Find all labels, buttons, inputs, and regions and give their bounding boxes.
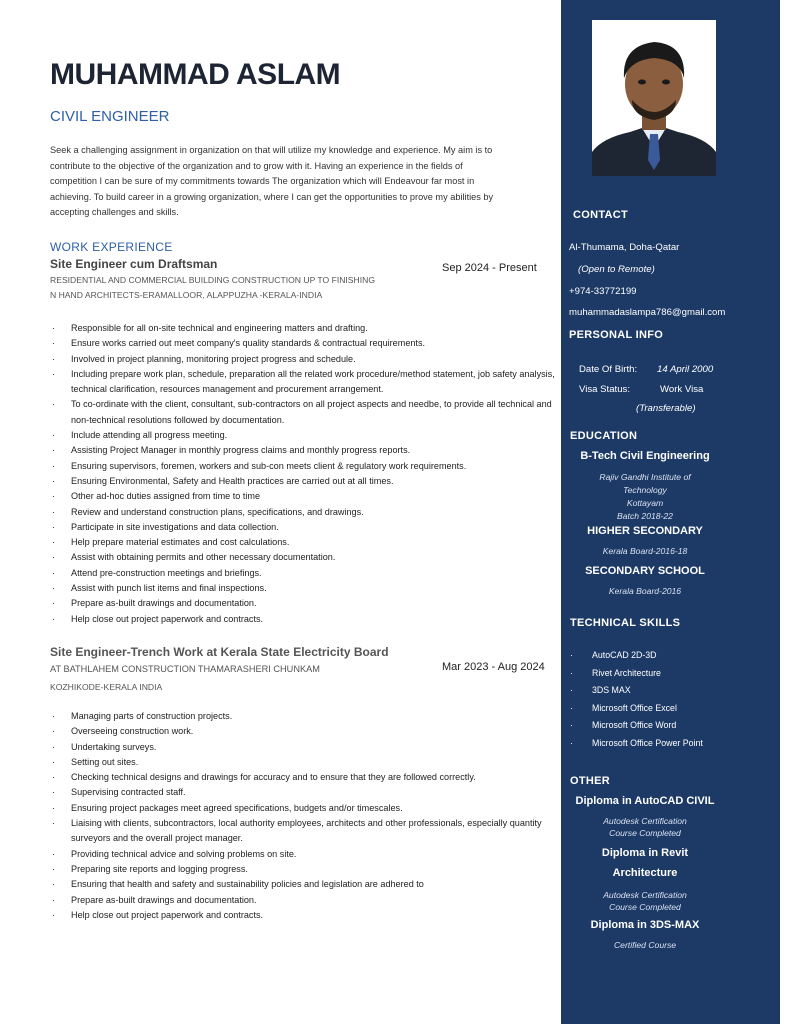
list-item: · Liaising with clients, subcontractors, local authority employees, architects and other professionals, especially quantity surveyors and the overall project manager.	[50, 816, 562, 847]
list-item: · Ensure works carried out meet company's quality standards & contractual requirements.	[50, 336, 562, 351]
list-item: · Assist with punch list items and final inspections.	[50, 581, 562, 596]
contact-title: CONTACT	[573, 209, 629, 221]
other1-line2: Course Completed	[609, 828, 681, 838]
list-item: · Responsible for all on-site technical and engineering matters and drafting.	[50, 321, 562, 336]
other1-line1: Autodesk Certification	[603, 816, 687, 826]
list-item: · Ensuring Environmental, Safety and Health practices are carried out at all times.	[50, 474, 562, 489]
contact-address: Al-Thumama, Doha-Qatar	[569, 242, 680, 253]
list-item: · Ensuring project packages meet agreed specifications, budgets and/or timescales.	[50, 801, 562, 816]
skill-item: · Microsoft Office Word	[570, 717, 703, 735]
job1-title: Site Engineer cum Draftsman	[50, 257, 218, 271]
contact-email[interactable]: muhammadaslampa786@gmail.com	[569, 307, 726, 318]
list-item: · Help close out project paperwork and contracts.	[50, 612, 562, 627]
profile-photo	[592, 20, 716, 176]
skill-item: · Microsoft Office Power Point	[570, 735, 703, 753]
other3-line1: Certified Course	[613, 940, 677, 950]
other3-title: Diploma in 3DS-MAX	[590, 919, 700, 931]
edu1-line4: Batch 2018-22	[617, 511, 673, 521]
edu1-line1: Rajiv Gandhi Institute of	[599, 472, 691, 482]
job2-company-line2: KOZHIKODE-KERALA INDIA	[50, 682, 163, 692]
skill-item: · 3DS MAX	[570, 682, 703, 700]
list-item: · Checking technical designs and drawings for accuracy and to ensure that they are followed correctly.	[50, 770, 562, 785]
edu2-line1: Kerala Board-2016-18	[602, 546, 688, 556]
list-item: · Participate in site investigations and data collection.	[50, 520, 562, 535]
list-item: · Including prepare work plan, schedule, preparation all the related work procedure/method statement, job safety analysis, technical clarification, resources management and procurement arrangement.	[50, 367, 562, 398]
list-item: · Include attending all progress meeting.	[50, 428, 562, 443]
list-item: · Attend pre-construction meetings and briefings.	[50, 566, 562, 581]
other2-title-a: Diploma in Revit	[601, 847, 689, 859]
contact-phone[interactable]: +974-33772199	[569, 286, 637, 297]
edu3-title: SECONDARY SCHOOL	[585, 565, 705, 577]
other2-line1: Autodesk Certification	[603, 890, 687, 900]
other2-title-b: Architecture	[612, 867, 678, 879]
job2-duties-list	[50, 709, 562, 923]
candidate-role: CIVIL ENGINEER	[50, 108, 170, 125]
personal-info-title: PERSONAL INFO	[569, 329, 664, 341]
contact-remote: (Open to Remote)	[578, 264, 655, 275]
skills-list	[570, 647, 703, 752]
list-item: · Preparing site reports and logging progress.	[50, 862, 562, 877]
list-item: · Review and understand construction plans, specifications, and drawings.	[50, 505, 562, 520]
dob-value: 14 April 2000	[657, 364, 714, 375]
list-item: · Prepare as-built drawings and documentation.	[50, 596, 562, 611]
job1-date: Sep 2024 - Present	[442, 262, 537, 274]
technical-skills-title: TECHNICAL SKILLS	[570, 617, 681, 629]
list-item: · Help prepare material estimates and cost calculations.	[50, 535, 562, 550]
skill-item: · AutoCAD 2D-3D	[570, 647, 703, 665]
work-experience-title: WORK EXPERIENCE	[50, 240, 173, 254]
list-item: · Providing technical advice and solving problems on site.	[50, 847, 562, 862]
skill-item: · Rivet Architecture	[570, 665, 703, 683]
job1-company-line2: N HAND ARCHITECTS-ERAMALLOOR, ALAPPUZHA -KERALA-INDIA	[50, 290, 323, 300]
edu1-line2: Technology	[623, 485, 667, 495]
list-item: · Assisting Project Manager in monthly progress claims and monthly progress reports.	[50, 443, 562, 458]
job1-company-line1: RESIDENTIAL AND COMMERCIAL BUILDING CONSTRUCTION UP TO FINISHING	[50, 275, 376, 285]
education-title: EDUCATION	[570, 430, 638, 442]
other2-line2: Course Completed	[609, 902, 681, 912]
list-item: · Undertaking surveys.	[50, 740, 562, 755]
edu2-title: HIGHER SECONDARY	[587, 525, 703, 537]
list-item: · Other ad-hoc duties assigned from time to time	[50, 489, 562, 504]
skill-item: · Microsoft Office Excel	[570, 700, 703, 718]
visa-label: Visa Status:	[579, 384, 631, 395]
list-item: · Involved in project planning, monitoring project progress and schedule.	[50, 352, 562, 367]
other1-title: Diploma in AutoCAD CIVIL	[575, 795, 715, 807]
list-item: · Setting out sites.	[50, 755, 562, 770]
objective-text: Seek a challenging assignment in organization on that will utilize my knowledge and experience. My aim is to contribute to the objective of the organization and to grow with it. Having an experience in the fields of competition I can be sure of my commitments towards The organization which will Endeavour far most in achieving. To build career in a growing organization, where I can get the opportunities to prove my abilities by accepting challenges and skills.	[50, 145, 494, 218]
list-item: · Assist with obtaining permits and other necessary documentation.	[50, 550, 562, 565]
list-item: · Help close out project paperwork and contracts.	[50, 908, 562, 923]
list-item: · Ensuring supervisors, foremen, workers and sub-con meets client & regulatory work requirements.	[50, 459, 562, 474]
job2-title: Site Engineer-Trench Work at Kerala State Electricity Board	[50, 645, 389, 659]
list-item: · Ensuring that health and safety and sustainability policies and legislation are adhered to	[50, 877, 562, 892]
list-item: · To co-ordinate with the client, consultant, sub-contractors on all project aspects and needbe, to provide all technical and non-technical resolutions followed by documentation.	[50, 397, 562, 428]
list-item: · Managing parts of construction projects.	[50, 709, 562, 724]
job2-company-line1: AT BATHLAHEM CONSTRUCTION THAMARASHERI CHUNKAM	[50, 664, 320, 674]
dob-label: Date Of Birth:	[579, 364, 638, 375]
other-title: OTHER	[570, 775, 610, 787]
job2-date: Mar 2023 - Aug 2024	[442, 661, 545, 673]
edu1-title: B-Tech Civil Engineering	[580, 450, 710, 462]
edu3-line1: Kerala Board-2016	[608, 586, 682, 596]
job1-duties-list	[50, 321, 562, 627]
edu1-line3: Kottayam	[626, 498, 664, 508]
profile-photo-image	[592, 20, 716, 176]
visa-note: (Transferable)	[636, 403, 696, 414]
list-item: · Overseeing construction work.	[50, 724, 562, 739]
list-item: · Prepare as-built drawings and documentation.	[50, 893, 562, 908]
list-item: · Supervising contracted staff.	[50, 785, 562, 800]
candidate-name: MUHAMMAD ASLAM	[50, 58, 341, 91]
visa-value: Work Visa	[660, 384, 704, 395]
